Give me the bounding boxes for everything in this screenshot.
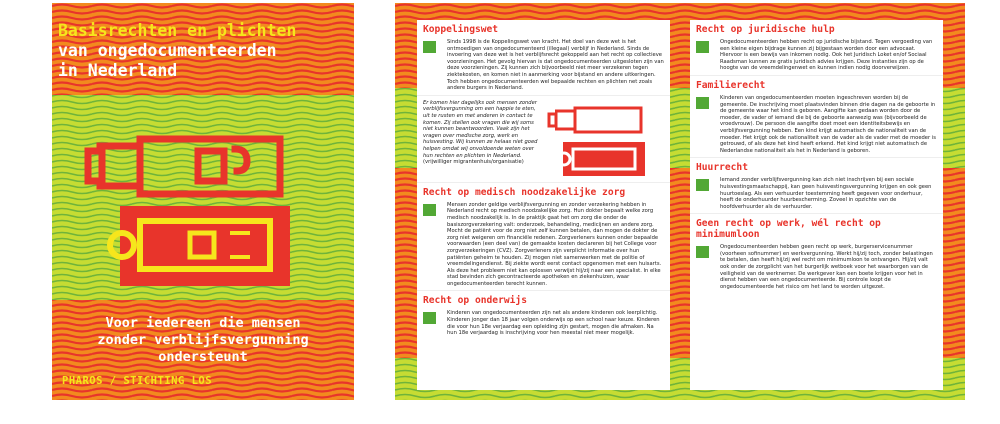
standing-figure-icon [88,139,280,194]
section-huur [690,158,943,214]
section-quote [417,96,670,183]
publisher-label: PHAROS / STICHTING LOS [62,375,213,387]
brochure-inner-spread [395,3,965,400]
right-column [690,20,943,390]
section-onderwijs [417,291,670,339]
cover-tagline-line-1: Voor iedereen die mensen [105,315,301,331]
quote-source: (vrijwilliger migrantenhuis/organisatie) [423,159,524,166]
section-title: Huurrecht [690,158,943,175]
cover-tagline-line-2: zonder verblijfsvergunning [97,332,309,348]
section-text: Kinderen van ongedocumenteerden zijn net als andere kinderen ook leerplichtig. Kinderen jonger dan 18 jaar volgen onderwijs op een school naar keuze. Kinderen die voor hun 18e verjaardag een opleiding zijn gestart, mogen die afmaken. Na hun 18e verjaardag is inschrijving voor hen meestal niet meer mogelijk. [447,310,660,337]
cover-tagline-line-3: ondersteunt [158,349,248,365]
section-text: Ongedocumenteerden hebben geen recht op werk, burgerservicenummer (voorheen sofinummer) en werkvergunning. Werkt hij/zij toch, zonder belastingen te betalen, dan heeft hij/zij wel recht om minimumloon te ontvangen. Hij/zij valt ook onder de zorgplicht van het burgerlijk wetboek voor het waarborgen van de veiligheid van de werknemer. De werkgever kan een boete krijgen voor het in dienst hebben van een ongedocumenteerde. Bij controle loopt de ongedocumenteerde het risico om het land te worden uitgezet. [720,244,933,290]
lying-figure-icon [110,206,290,286]
section-title: Recht op juridische hulp [690,20,943,37]
section-text: Ongedocumenteerden hebben recht op juridische bijstand. Tegen vergoeding van een kleine eigen bijdrage kunnen zij bijgestaan worden door een advocaat. Hiervoor is een bewijs van inkomen nodig. Ook het Juridisch Loket en/of Sociaal Raadsman kunnen ze gratis juridisch advies krijgen. Deze instanties zijn op de hoogte van de vreemdelingenwet en kunnen indien nodig doorverwijzen. [720,39,933,72]
section-title: Geen recht op werk, wél recht op minimumloon [690,214,943,242]
green-square-icon [423,41,436,53]
section-text: Mensen zonder geldige verblijfsvergunning en zonder verzekering hebben in Nederland recht op medisch noodzakelijke zorg. Hun dokter bepaalt welke zorg medisch noodzakelijk is. In de praktijk gaat het om zorg die onder de basiszorgverzekering valt: onderzoek, behandeling, medicijnen en andere zorg. Mocht de patiënt voor de zorg niet zelf kunnen betalen, dan mogen de dokter de zorg niet weigeren om financiële redenen. Zorgverleners kunnen onder bepaalde voorwaarden (een deel van) de gemaakte kosten declareren bij het College voor zorgverzekeringen (CVZ). Zorgverleners zijn verplicht informatie over hun patiënten geheim te houden. Zij mogen niet samenwerken met de politie of vreemdelingendienst. Bij ziekte wordt eerst contact opgenomen met een huisarts. Als deze het probleem niet kan oplossen verwijst hij/zij naar een specialist. In elke stad bevinden zich gecontracteerde apotheken en ziekenhuizen, waar ongedocumenteerden terecht kunnen. [447,201,662,287]
brochure-cover [52,3,354,400]
cover-title [58,21,348,81]
section-title: Koppelingswet [417,20,670,37]
section-title: Familierecht [690,76,943,93]
section-werk [690,214,943,293]
green-square-icon [423,204,436,216]
green-square-icon [696,246,709,258]
section-koppelingswet [417,20,670,96]
section-juridisch [690,20,943,76]
section-title: Recht op medisch noodzakelijke zorg [417,183,670,200]
section-text: Iemand zonder verblijfsvergunning kan zich niet inschrijven bij een sociale huisvestingsmaatschappij, kan geen huisvestingsvergunning krijgen en ook geen huurtoeslag. Als een verhuurder toestemming heeft gegeven voor onderhuur, heeft de onderhuurder huurbescherming. Zoveel in opzichte van de hoofdverhuurder als de verhuurder. [720,177,932,210]
section-text: Kinderen van ongedocumenteerden moeten ingeschreven worden bij de gemeente. De inschrijving moet plaatsvinden binnen drie dagen na de geboorte in de gemeente waar het kind is geboren. Aangifte kan gedaan worden door de moeder, de vader of iemand die bij de geboorte aanwezig was (bijvoorbeeld de vroedvrouw). De persoon die aangifte doet moet een identiteitsbewijs en verblijfsvergunning hebben. Een kind krijgt automatisch de nationaliteit van de moeder. Het krijgt ook de nationaliteit van de vader als de vader met de moeder is getrouwd, of als deze het kind heeft erkend. Het kind krijgt niet automatisch de Nederlandse nationaliteit als het in Nederland is geboren. [720,94,936,154]
cover-title-line-1: Basisrechten en plichten [58,21,297,40]
quote-text: Er komen hier dagelijks ook mensen zonder verblijfsvergunning om een happie te eten, uit te rusten en met anderen in contact te komen. Zij stellen ook vragen die wij soms niet kunnen beantwoorden. Vaak zijn het vragen over medische zorg, werk en huisvesting. Wij kunnen ze helaas niet goed helpen omdat wij onvoldoende weten over hun rechten en plichten in Nederland. [423,99,538,159]
cover-title-line-3: in Nederland [58,61,178,80]
mini-figures-illustration [547,100,657,178]
left-column [417,20,670,390]
green-square-icon [696,179,709,191]
section-text: Sinds 1998 is de Koppelingswet van kracht. Het doel van deze wet is het ontmoedigen van ongedocumenteerd (illegaal) verblijf in Nederland. Sinds de invoering van deze wet is het verblijfsrecht gekoppeld aan het recht op collectieve voorzieningen. Het gevolg hiervan is dat ongedocumenteerden uitgesloten zijn van deze voorzieningen. Zij kunnen zich bijvoorbeeld niet meer verzekeren tegen ziektekosten, en komen niet in aanmerking voor bijstand en andere uitkeringen. Toch hebben ongedocumenteerden wel bepaalde rechten en plichten net zoals andere burgers in Nederland. [447,39,664,92]
cover-tagline [58,315,348,366]
green-square-icon [423,312,436,324]
cover-title-line-2: van ongedocumenteerden [58,41,277,60]
cover-figures-illustration [80,121,320,296]
section-familie [690,76,943,158]
green-square-icon [696,41,709,53]
section-title: Recht op onderwijs [417,291,670,308]
section-zorg [417,183,670,292]
green-square-icon [696,97,709,109]
